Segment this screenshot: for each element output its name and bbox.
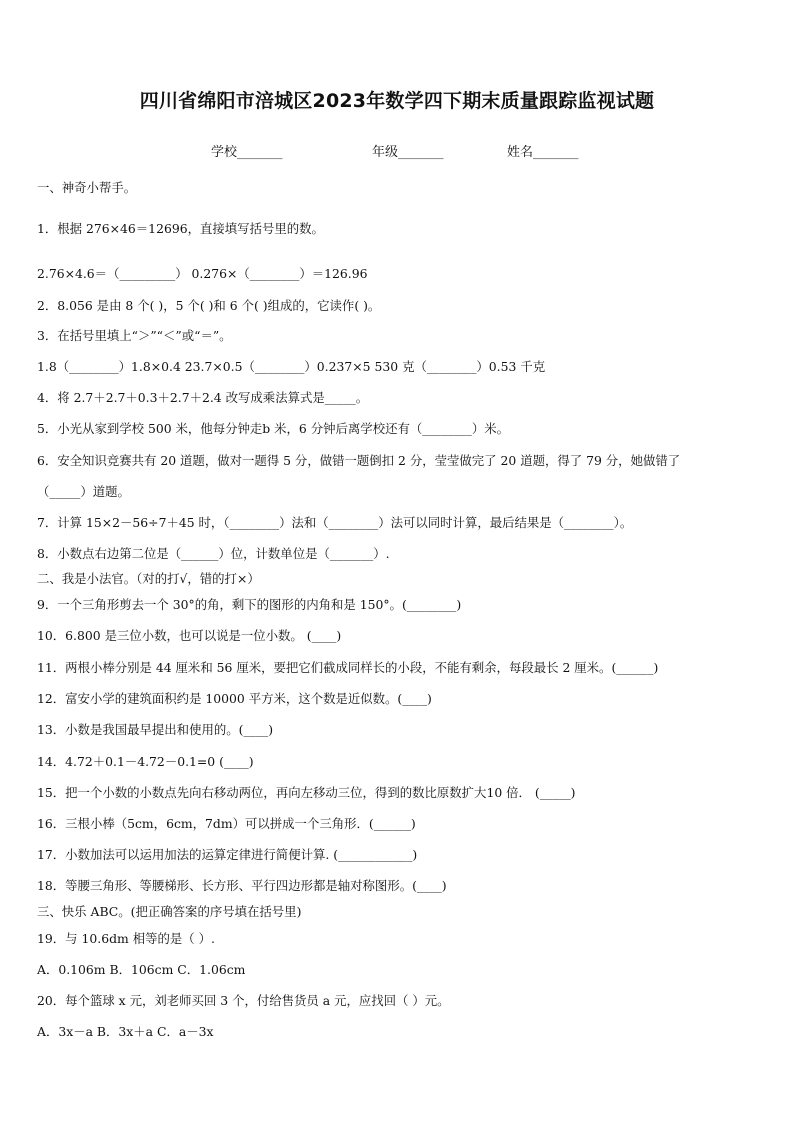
school-field: 学校_______ xyxy=(211,145,283,160)
question-15: 15．把一个小数的小数点先向右移动两位，再向左移动三位，得到的数比原数扩大10 倍． (_____) xyxy=(37,785,576,800)
question-8: 8．小数点右边第二位是（______）位，计数单位是（_______）. xyxy=(37,546,390,561)
question-17: 17．小数加法可以运用加法的运算定律进行简便计算. (____________) xyxy=(37,847,418,862)
question-18: 18．等腰三角形、等腰梯形、长方形、平行四边形都是轴对称图形。(____) xyxy=(37,878,447,893)
section-2-heading: 二、我是小法官。（对的打√，错的打×） xyxy=(37,571,260,586)
question-12: 12．富安小学的建筑面积约是 10000 平方米，这个数是近似数。(____) xyxy=(37,691,432,706)
question-6: 6．安全知识竞赛共有 20 道题，做对一题得 5 分，做错一题倒扣 2 分，莹莹做完了 20 道题，得了 79 分，她做错了 xyxy=(37,453,681,468)
page-title: 四川省绵阳市涪城区2023年数学四下期末质量跟踪监视试题 xyxy=(139,90,655,112)
question-4: 4．将 2.7＋2.7＋0.3＋2.7＋2.4 改写成乘法算式是_____。 xyxy=(37,390,369,405)
question-3: 3．在括号里填上“＞”“＜”或“＝”。 xyxy=(37,328,232,343)
question-11: 11．两根小棒分别是 44 厘米和 56 厘米，要把它们截成同样长的小段，不能有剩余，每段最长 2 厘米。(______) xyxy=(37,660,659,675)
name-field: 姓名_______ xyxy=(507,145,579,160)
question-9: 9．一个三角形剪去一个 30°的角，剩下的图形的内角和是 150°。(________) xyxy=(37,597,462,612)
grade-field: 年级_______ xyxy=(372,145,444,160)
question-7: 7．计算 15×2－56÷7＋45 时，（________）法和（________）法可以同时计算，最后结果是（________）。 xyxy=(37,515,633,530)
section-3-heading: 三、快乐 ABC。(把正确答案的序号填在括号里) xyxy=(37,904,302,919)
question-1: 1．根据 276×46＝12696，直接填写括号里的数。 xyxy=(37,221,324,236)
question-5: 5．小光从家到学校 500 米，他每分钟走b 米，6 分钟后离学校还有（________）米。 xyxy=(37,421,509,436)
question-19: 19．与 10.6dm 相等的是（ ）. xyxy=(37,931,215,946)
question-20: 20．每个篮球 x 元，刘老师买回 3 个，付给售货员 a 元，应找回（ ）元。 xyxy=(37,993,450,1008)
question-13: 13．小数是我国最早提出和使用的。(____) xyxy=(37,722,274,737)
question-10: 10．6.800 是三位小数，也可以说是一位小数。 (____) xyxy=(37,628,342,643)
question-19-options: A．0.106m B．106cm C．1.06cm xyxy=(37,962,246,977)
question-20-options: A．3x－a B．3x＋a C．a－3x xyxy=(37,1024,214,1039)
question-1-items: 2.76×4.6＝（_________） 0.276×（________）＝126.96 xyxy=(37,266,368,281)
question-2: 2．8.056 是由 8 个( )，5 个( )和 6 个( )组成的，它读作( )。 xyxy=(37,298,381,313)
question-14: 14．4.72＋0.1－4.72－0.1=0 (____) xyxy=(37,754,254,769)
question-6-cont: （_____）道题。 xyxy=(37,484,130,499)
question-3-items: 1.8（________）1.8×0.4 23.7×0.5（________）0.237×5 530 克（________）0.53 千克 xyxy=(37,359,546,374)
question-16: 16．三根小棒（5cm，6cm，7dm）可以拼成一个三角形．(______) xyxy=(37,816,416,831)
section-1-heading: 一、神奇小帮手。 xyxy=(37,180,137,195)
